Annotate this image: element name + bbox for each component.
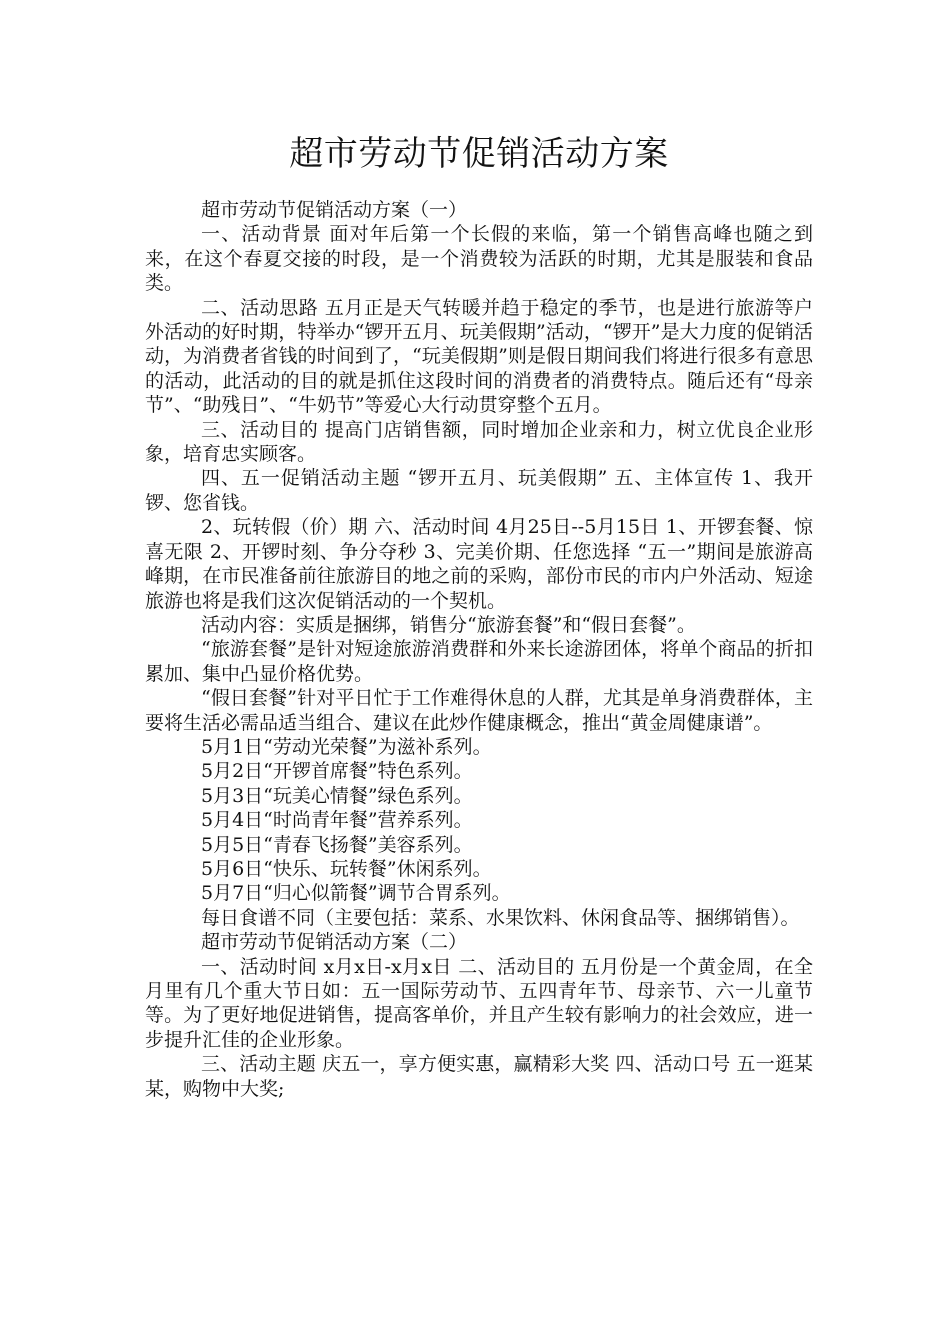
paragraph: “旅游套餐”是针对短途旅游消费群和外来长途游团体，将单个商品的折扣累加、集中凸显价格优势。 xyxy=(145,638,813,685)
paragraph: 三、活动主题 庆五一，享方便实惠，赢精彩大奖 四、活动口号 五一逛某某，购物中大奖; xyxy=(145,1053,813,1100)
paragraph: 一、活动背景 面对年后第一个长假的来临，第一个销售高峰也随之到来，在这个春夏交接的时段，是一个消费较为活跃的时期，尤其是服装和食品类。 xyxy=(145,223,813,295)
paragraph: 二、活动思路 五月正是天气转暖并趋于稳定的季节，也是进行旅游等户外活动的好时期，特举办“锣开五月、玩美假期”活动，“锣开”是大力度的促销活动，为消费者省钱的时间到了，“玩美假期”则是假日期间我们将进行很多有意思的活动，此活动的目的就是抓住这段时间的消费者的消费特点。随后还有“母亲节”、“助残日”、“牛奶节”等爱心大行动贯穿整个五月。 xyxy=(145,296,813,417)
paragraph: 5月4日“时尚青年餐”营养系列。 xyxy=(201,809,473,832)
document-page xyxy=(145,0,813,1101)
paragraph: 每日食谱不同（主要包括：菜系、水果饮料、休闲食品等、捆绑销售）。 xyxy=(201,906,800,929)
paragraph: 超市劳动节促销活动方案（一） xyxy=(201,199,468,221)
paragraph: 活动内容：实质是捆绑，销售分“旅游套餐”和“假日套餐”。 xyxy=(201,613,696,636)
document-body xyxy=(145,198,813,1101)
paragraph: 5月7日“归心似箭餐”调节合胃系列。 xyxy=(201,882,511,905)
paragraph: 5月5日“青春飞扬餐”美容系列。 xyxy=(201,833,473,856)
paragraph: 超市劳动节促销活动方案（二） xyxy=(201,931,468,954)
paragraph: 5月3日“玩美心情餐”绿色系列。 xyxy=(201,784,473,807)
paragraph: 2、玩转假（价）期 六、活动时间 4月25日--5月15日 1、开锣套餐、惊喜无限 2、开锣时刻、争分夺秒 3、完美价期、任您选择 “五一”期间是旅游高峰期，在市民准备前往旅游目的地之前的采购，部份市民的市内户外活动、短途旅游也将是我们这次促销活动的一个契机。 xyxy=(145,516,813,612)
paragraph: 一、活动时间 x月x日-x月x日 二、活动目的 五月份是一个黄金周，在全月里有几个重大节日如：五一国际劳动节、五四青年节、母亲节、六一儿童节等。为了更好地促进销售，提高客单价，并且产生较有影响力的社会效应，进一步提升汇佳的企业形象。 xyxy=(145,955,813,1051)
paragraph: 5月6日“快乐、玩转餐”休闲系列。 xyxy=(201,857,492,880)
document-title: 超市劳动节促销活动方案 xyxy=(289,134,669,174)
paragraph: 四、五一促销活动主题 “锣开五月、玩美假期” 五、主体宣传 1、我开锣、您省钱。 xyxy=(145,467,813,514)
paragraph: 三、活动目的 提高门店销售额，同时增加企业亲和力，树立优良企业形象，培育忠实顾客。 xyxy=(145,418,813,466)
paragraph: “假日套餐”针对平日忙于工作难得休息的人群，尤其是单身消费群体，主要将生活必需品适当组合、建议在此炒作健康概念，推出“黄金周健康谱”。 xyxy=(145,687,813,734)
paragraph: 5月1日“劳动光荣餐”为滋补系列。 xyxy=(201,735,492,758)
paragraph: 5月2日“开锣首席餐”特色系列。 xyxy=(201,760,473,783)
